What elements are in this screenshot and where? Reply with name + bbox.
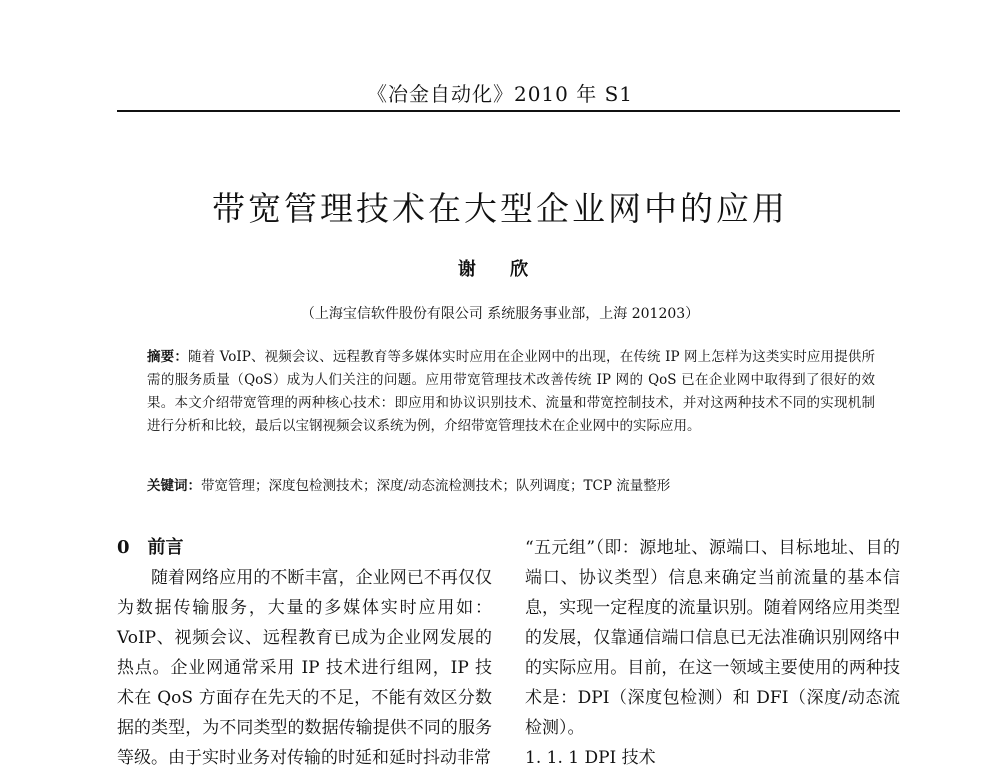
- abstract-label: 摘要：: [147, 349, 188, 365]
- section-heading: [117, 533, 492, 563]
- article-title: 带宽管理技术在大型企业网中的应用: [212, 189, 788, 228]
- keywords-text: 带宽管理；深度包检测技术；深度/动态流检测技术；队列调度；TCP 流量整形: [201, 478, 671, 494]
- author: 谢 欣: [457, 259, 543, 280]
- section-number: 0: [117, 537, 130, 558]
- right-column: [525, 533, 900, 773]
- abstract: [147, 346, 875, 438]
- abstract-text: 随着 VoIP、视频会议、远程教育等多媒体实时应用在企业网中的出现，在传统 IP 网上怎样为这类实时应用提供所需的服务质量（QoS）成为人们关注的问题。应用带宽管理技术改善传统 IP 网的 QoS 已在企业网中取得到了很好的效果。本文介绍带宽管理的两种核心技术：即应用和协议识别技术、流量和带宽控制技术，并对这两种技术不同的实现机制进行分析和比较，最后以宝钢视频会议系统为例，介绍带宽管理技术在企业网中的实际应用。: [147, 349, 876, 434]
- header-rule: [117, 110, 900, 112]
- left-column: [117, 533, 492, 773]
- continued-paragraph: “五元组”（即：源地址、源端口、目标地址、目的端口、协议类型）信息来确定当前流量的基本信息，实现一定程度的流量识别。随着网络应用类型的发展，仅靠通信端口信息已无法准确识别网络中的实际应用。目前，在这一领域主要使用的两种技术是：DPI（深度包检测）和 DFI（深度/动态流检测）。: [525, 538, 900, 738]
- affiliation: （上海宝信软件股份有限公司 系统服务事业部，上海 201203）: [300, 306, 700, 322]
- keywords-label: 关键词：: [147, 478, 201, 494]
- intro-paragraph: 随着网络应用的不断丰富，企业网已不再仅仅为数据传输服务，大量的多媒体实时应用如：VoIP、视频会议、远程教育已成为企业网发展的热点。企业网通常采用 IP 技术进行组网，IP 技术在 QoS 方面存在先天的不足，不能有效区分数据的类型，为不同类型的数据传输提供不同的服务等级。由于实时业务对传输的时延和延时抖动非常: [117, 568, 492, 768]
- keywords: [147, 475, 875, 497]
- journal-header: 《冶金自动化》2010 年 S1: [366, 82, 634, 106]
- subsection-heading: 1. 1. 1 DPI 技术: [525, 748, 656, 768]
- section-title: 前言: [147, 537, 184, 558]
